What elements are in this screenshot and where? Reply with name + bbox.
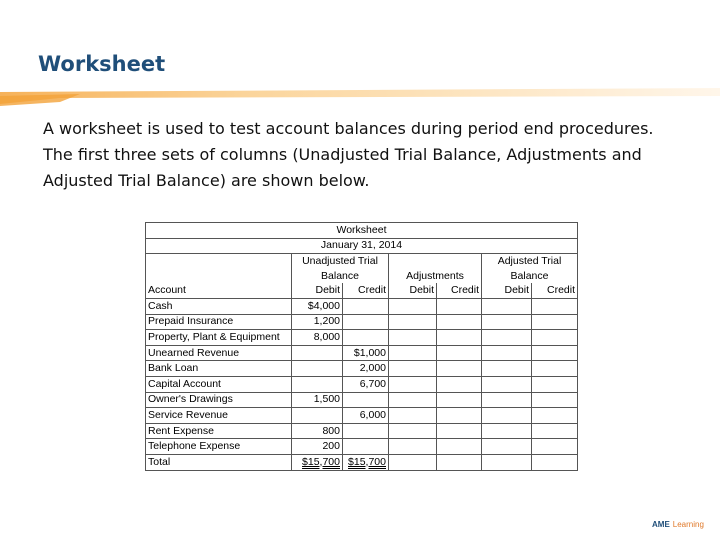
account-header: Account — [146, 283, 292, 298]
adjustments-credit — [437, 330, 482, 346]
adjustments-debit — [389, 423, 437, 439]
total-credit-value: $15,700 — [348, 455, 386, 468]
adjustments-debit — [389, 345, 437, 361]
adjusted-credit — [532, 423, 578, 439]
table-row — [146, 376, 578, 392]
unadjusted-debit: $4,000 — [292, 298, 343, 314]
unadjusted-debit — [292, 361, 343, 377]
logo-brand: AME — [652, 520, 670, 529]
intro-text — [43, 116, 693, 194]
adjusted-credit — [532, 392, 578, 408]
adjustments-credit — [437, 408, 482, 424]
unadjusted-debit — [292, 345, 343, 361]
unadjusted-header-line1: Unadjusted Trial — [292, 254, 389, 269]
worksheet-title: Worksheet — [146, 223, 578, 239]
adjusted-credit — [532, 454, 578, 470]
unadjusted-header-line2: Balance — [292, 269, 389, 284]
ame-learning-logo — [652, 520, 704, 529]
adjusted-debit — [482, 439, 532, 455]
adjusted-debit — [482, 361, 532, 377]
unadjusted-credit — [343, 439, 389, 455]
table-row — [146, 392, 578, 408]
total-row — [146, 454, 578, 470]
total-label: Total — [146, 454, 292, 470]
slide-title: Worksheet — [38, 52, 166, 76]
adjusted-debit-header: Debit — [482, 283, 532, 298]
adjustments-debit — [389, 314, 437, 330]
account-name: Owner's Drawings — [146, 392, 292, 408]
account-name: Property, Plant & Equipment — [146, 330, 292, 346]
intro-paragraph-1: A worksheet is used to test account balances during period end procedures. — [43, 119, 654, 138]
unadjusted-credit: 6,700 — [343, 376, 389, 392]
adjustments-debit — [389, 454, 437, 470]
unadjusted-debit: 1,200 — [292, 314, 343, 330]
adjusted-credit — [532, 330, 578, 346]
table-row — [146, 439, 578, 455]
account-name: Capital Account — [146, 376, 292, 392]
adjusted-debit — [482, 298, 532, 314]
worksheet-date: January 31, 2014 — [146, 238, 578, 254]
adjusted-credit — [532, 345, 578, 361]
intro-paragraph-2: The first three sets of columns (Unadjusted Trial Balance, Adjustments and Adjusted Trial Balance) are shown below. — [43, 145, 642, 190]
account-name: Cash — [146, 298, 292, 314]
adjusted-debit — [482, 392, 532, 408]
blank-cell — [146, 254, 292, 269]
adjusted-header-line2: Balance — [482, 269, 578, 284]
account-name: Telephone Expense — [146, 439, 292, 455]
unadjusted-debit: 1,500 — [292, 392, 343, 408]
logo-tag: Learning — [672, 520, 704, 529]
adjusted-credit — [532, 376, 578, 392]
table-row — [146, 314, 578, 330]
account-name: Service Revenue — [146, 408, 292, 424]
adjustments-credit — [437, 361, 482, 377]
adjustments-credit — [437, 439, 482, 455]
table-row — [146, 423, 578, 439]
adjustments-debit — [389, 392, 437, 408]
adjustments-credit — [437, 376, 482, 392]
total-credit — [343, 454, 389, 470]
unadjusted-debit: 800 — [292, 423, 343, 439]
table-row — [146, 345, 578, 361]
adjustments-credit — [437, 298, 482, 314]
adjusted-credit — [532, 314, 578, 330]
table-row — [146, 361, 578, 377]
adjustments-credit — [437, 345, 482, 361]
unadjusted-debit-header: Debit — [292, 283, 343, 298]
adjustments-debit — [389, 376, 437, 392]
unadjusted-credit — [343, 423, 389, 439]
account-name: Unearned Revenue — [146, 345, 292, 361]
adjustments-debit — [389, 330, 437, 346]
total-debit-value: $15,700 — [302, 455, 340, 468]
adjusted-debit — [482, 376, 532, 392]
adjusted-debit — [482, 330, 532, 346]
unadjusted-credit — [343, 330, 389, 346]
adjusted-debit — [482, 408, 532, 424]
unadjusted-credit: 2,000 — [343, 361, 389, 377]
unadjusted-credit: $1,000 — [343, 345, 389, 361]
unadjusted-debit: 8,000 — [292, 330, 343, 346]
adjusted-credit — [532, 439, 578, 455]
table-row — [146, 408, 578, 424]
adjusted-header-line1: Adjusted Trial — [482, 254, 578, 269]
adjusted-debit — [482, 345, 532, 361]
adjustments-debit-header: Debit — [389, 283, 437, 298]
unadjusted-credit — [343, 298, 389, 314]
unadjusted-credit — [343, 314, 389, 330]
account-name: Bank Loan — [146, 361, 292, 377]
adjustments-debit — [389, 439, 437, 455]
unadjusted-debit: 200 — [292, 439, 343, 455]
adjustments-credit-header: Credit — [437, 283, 482, 298]
adjustments-debit — [389, 361, 437, 377]
table-row — [146, 330, 578, 346]
adjustments-credit — [437, 314, 482, 330]
table-row — [146, 298, 578, 314]
decorative-stripe — [0, 86, 720, 110]
unadjusted-credit-header: Credit — [343, 283, 389, 298]
adjustments-credit — [437, 392, 482, 408]
total-debit — [292, 454, 343, 470]
worksheet-table — [145, 222, 578, 471]
adjustments-debit — [389, 298, 437, 314]
unadjusted-credit: 6,000 — [343, 408, 389, 424]
adjusted-debit — [482, 423, 532, 439]
adjusted-credit — [532, 298, 578, 314]
blank-cell — [146, 269, 292, 284]
account-name: Rent Expense — [146, 423, 292, 439]
adjusted-debit — [482, 314, 532, 330]
adjustments-header: Adjustments — [389, 269, 482, 284]
adjustments-header-spacer — [389, 254, 482, 269]
adjustments-credit — [437, 423, 482, 439]
adjustments-credit — [437, 454, 482, 470]
unadjusted-credit — [343, 392, 389, 408]
unadjusted-debit — [292, 376, 343, 392]
adjusted-credit — [532, 408, 578, 424]
adjusted-credit-header: Credit — [532, 283, 578, 298]
adjusted-debit — [482, 454, 532, 470]
unadjusted-debit — [292, 408, 343, 424]
account-name: Prepaid Insurance — [146, 314, 292, 330]
adjustments-debit — [389, 408, 437, 424]
adjusted-credit — [532, 361, 578, 377]
